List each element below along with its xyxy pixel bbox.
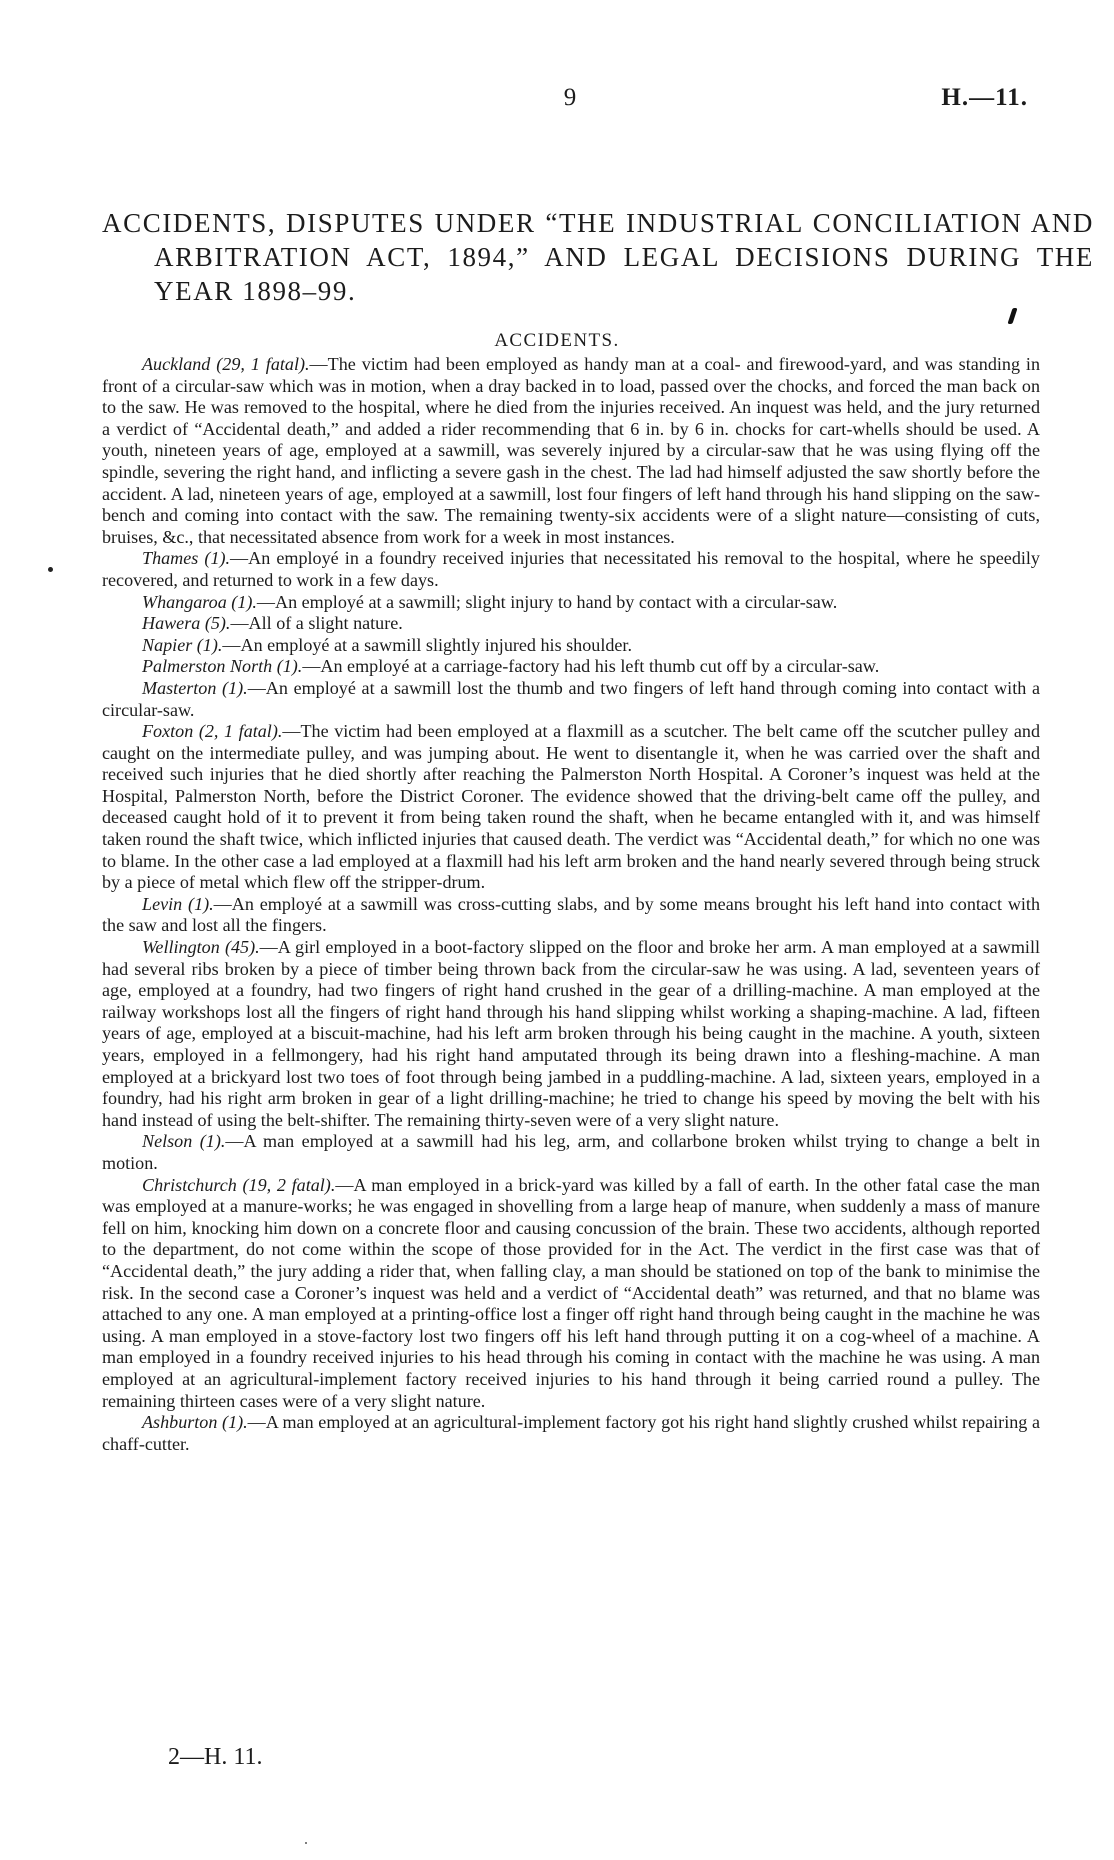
entry-thames: Thames (1).—An employé in a foundry received injuries that necessitated his removal to the hospital, where he speedily recovered, and returned to work in a few days. xyxy=(102,548,1040,590)
entry-whangaroa: Whangaroa (1).—An employé at a sawmill; slight injury to hand by contact with a circular-saw. xyxy=(142,591,838,612)
entry-place: Foxton (2, 1 fatal). xyxy=(142,721,283,742)
print-speck xyxy=(305,1842,307,1844)
entry-wellington: Wellington (45).—A girl employed in a boot-factory slipped on the floor and broke her arm. A man employed at a sawmill had several ribs broken by a piece of timber being thrown back from the circular-saw he was using. A lad, seventeen years of age, employed at a foundry, had two fingers of right hand crushed in the gear of a drilling-machine. A man employed at the railway workshops lost all the fingers of right hand through his hand slipping whilst working a shaping-machine. A lad, fifteen years of age, employed at a biscuit-machine, had his left arm broken through his being caught in the machine. A youth, sixteen years, employed in a fellmongery, had his right hand amputated through its being drawn into a fleshing-machine. A man employed at a brickyard lost two toes of foot through being jambed in a puddling-machine. A lad, sixteen years, employed in a foundry, had his right arm broken in gear of a light drilling-machine; he tried to change his speed by moving the belt with his hand instead of using the belt-shifter. The remaining thirty-seven were of a very slight nature. xyxy=(102,937,1040,1130)
entry-ashburton: Ashburton (1).—A man employed at an agricultural-implement factory got his right hand slightly crushed whilst repairing a chaff-cutter. xyxy=(102,1412,1040,1454)
entry-place: Masterton (1). xyxy=(142,677,248,698)
entry-foxton: Foxton (2, 1 fatal).—The victim had been employed at a flaxmill as a scutcher. The belt came off the scutcher pulley and caught on the intermediate pulley, and was jumping about. He went to disentangle it, when he was carried over the shaft and received such injuries that he died shortly after reaching the Palmerston North Hospital. A Coroner’s inquest was held at the Hospital, Palmerston North, before the District Coroner. The evidence showed that the driving-belt came off the pulley, and deceased caught hold of it to prevent it from being taken round the shaft, when he became entangled with it, and was himself taken round the shaft twice, which inflicted injuries that caused death. The verdict was “Accidental death,” for which no one was to blame. In the other case a lad employed at a flaxmill had his left arm broken and the hand nearly severed through being struck by a piece of metal which flew off the stripper-drum. xyxy=(102,721,1040,893)
entry-place: Wellington (45). xyxy=(142,937,260,958)
entry-text: A man employed in a brick-yard was killed by a fall of earth. In the other fatal case the man was employed at a manure-works; he was engaged in shovelling from a large heap of manure, when suddenly a mass of manure fell on him, knocking him down on a concrete floor and causing concussion of the brain. These two accidents, although reported to the department, do not come within the scope of those provided for in the Act. The verdict in the first case was that of “Accidental death,” the jury adding a rider that, when falling clay, a man should be stationed on top of the bank to minimise the risk. In the second case a Coroner’s inquest was held and a verdict of “Accidental death” was returned, and that no blame was attached to any one. A man employed at a printing-office lost a finger off right hand through being caught in the machine he was using. A man employed in a stove-factory lost two fingers off his left hand through putting it on a cog-wheel of a machine. A man employed in a foundry received injuries to his head through his coming in contact with the machine he was using. A man employed at an agricultural-implement factory received injuries to his hand through it being carried round a pulley. The remaining thirteen cases were of a very slight nature. xyxy=(102,1174,1040,1411)
document-title: ACCIDENTS, DISPUTES UNDER “THE INDUSTRIAL CONCILIATION AND ARBITRATION ACT, 1894,” AND LEGAL DECISIONS DURING THE YEAR 1898–99. xyxy=(102,208,1094,306)
entry-hawera: Hawera (5).—All of a slight nature. xyxy=(142,613,403,634)
entry-place: Napier (1). xyxy=(142,634,223,655)
entry-text: A man employed at a sawmill had his leg, arm, and collarbone broken whilst trying to change a belt in motion. xyxy=(102,1131,1040,1173)
entry-place: Ashburton (1). xyxy=(142,1412,248,1433)
entry-place: Whangaroa (1). xyxy=(142,591,257,612)
entry-palmerston-north: Palmerston North (1).—An employé at a carriage-factory had his left thumb cut off by a circular-saw. xyxy=(142,656,880,677)
entry-place: Thames (1). xyxy=(142,548,231,569)
entry-text: A girl employed in a boot-factory slipped on the floor and broke her arm. A man employed at a sawmill had several ribs broken by a piece of timber being thrown back from the circular-saw he was using. A lad, seventeen years of age, employed at a foundry, had two fingers of right hand crushed in the gear of a drilling-machine. A man employed at the railway workshops lost all the fingers of right hand through his hand slipping whilst working a shaping-machine. A lad, fifteen years of age, employed at a biscuit-machine, had his left arm broken through his being caught in the machine. A youth, sixteen years, employed in a fellmongery, had his right hand amputated through its being drawn into a fleshing-machine. A man employed at a brickyard lost two toes of foot through being jambed in a puddling-machine. A lad, sixteen years, employed in a foundry, had his right arm broken in gear of a light drilling-machine; he tried to change his speed by moving the belt with his hand instead of using the belt-shifter. The remaining thirty-seven were of a very slight nature. xyxy=(102,937,1040,1130)
page-number: 9 xyxy=(563,84,577,111)
margin-mark xyxy=(1007,308,1017,324)
entry-text: An employé at a sawmill; slight injury to hand by contact with a circular-saw. xyxy=(275,591,838,612)
print-speck xyxy=(48,567,53,572)
entry-text: A man employed at an agricultural-implement factory got his right hand slightly crushed whilst repairing a chaff-cutter. xyxy=(102,1412,1040,1454)
entry-place: Auckland (29, 1 fatal). xyxy=(142,354,310,374)
entry-place: Christchurch (19, 2 fatal). xyxy=(142,1174,336,1195)
entry-text: The victim had been employed at a flaxmill as a scutcher. The belt came off the scutcher pulley and caught on the intermediate pulley, and was jumping about. He went to disentangle it, when he was carried over the shaft and received such injuries that he died shortly after reaching the Palmerston North Hospital. A Coroner’s inquest was held at the Hospital, Palmerston North, before the District Coroner. The evidence showed that the driving-belt came off the pulley, and deceased caught hold of it to prevent it from being taken round the shaft, when he became entangled with it, and was himself taken round the shaft twice, which inflicted injuries that caused death. The verdict was “Accidental death,” for which no one was to blame. In the other case a lad employed at a flaxmill had his left arm broken and the hand nearly severed through being struck by a piece of metal which flew off the stripper-drum. xyxy=(102,721,1040,893)
entry-place: Nelson (1). xyxy=(142,1131,226,1152)
entry-text: An employé at a sawmill was cross-cutting slabs, and by some means brought his left hand into contact with the saw and lost all the fingers. xyxy=(102,893,1040,936)
entry-auckland: Auckland (29, 1 fatal).—The victim had been employed as handy man at a coal- and firewood-yard, and was standing in front of a circular-saw which was in motion, when a dray backed in to load, passed over the chocks, and forced the man back on to the saw. He was removed to the hospital, where he died from the injuries received. An inquest was held, and the jury returned a verdict of “Accidental death,” and added a rider recommending that 6 in. by 6 in. chocks for cart-whells should be used. A youth, nineteen years of age, employed at a sawmill, was severely injured by a circular-saw that he was using flying off the spindle, severing the right hand, and inflicting a severe gash in the chest. The lad had himself adjusted the saw shortly before the accident. A lad, nineteen years of age, employed at a sawmill, lost four fingers of left hand through his hand slipping on the saw-bench and coming into contact with the saw. The remaining twenty-six accidents were of a slight nature—consisting of cuts, bruises, &c., that necessitated absence from work for a week in most instances. xyxy=(102,354,1041,547)
entry-place: Levin (1). xyxy=(142,893,214,914)
entry-text: An employé in a foundry received injuries that necessitated his removal to the hospital, where he speedily recovered, and returned to work in a few days. xyxy=(102,548,1040,590)
printer-signature-mark: 2—H. 11. xyxy=(168,1744,263,1770)
entry-text: An employé at a carriage-factory had his left thumb cut off by a circular-saw. xyxy=(320,656,880,677)
entry-text: All of a slight nature. xyxy=(248,613,403,634)
entry-levin: Levin (1).—An employé at a sawmill was cross-cutting slabs, and by some means brought his left hand into contact with the saw and lost all the fingers. xyxy=(102,893,1040,936)
entry-place: Palmerston North (1). xyxy=(142,656,303,677)
entry-place: Hawera (5). xyxy=(142,613,231,634)
entry-text: The victim had been employed as handy man at a coal- and firewood-yard, and was standing in front of a circular-saw which was in motion, when a dray backed in to load, passed over the chocks, and forced the man back on to the saw. He was removed to the hospital, where he died from the injuries received. An inquest was held, and the jury returned a verdict of “Accidental death,” and added a rider recommending that 6 in. by 6 in. chocks for cart-whells should be used. A youth, nineteen years of age, employed at a sawmill, was severely injured by a circular-saw that he was using flying off the spindle, severing the right hand, and inflicting a severe gash in the chest. The lad had himself adjusted the saw shortly before the accident. A lad, nineteen years of age, employed at a sawmill, lost four fingers of left hand through his hand slipping on the saw-bench and coming into contact with the saw. The remaining twenty-six accidents were of a slight nature—consisting of cuts, bruises, &c., that necessitated absence from work for a week in most instances. xyxy=(102,354,1041,547)
accident-entries xyxy=(102,354,1040,1455)
entry-text: An employé at a sawmill slightly injured his shoulder. xyxy=(240,634,632,655)
section-heading: ACCIDENTS. xyxy=(494,330,620,351)
entry-nelson: Nelson (1).—A man employed at a sawmill had his leg, arm, and collarbone broken whilst trying to change a belt in motion. xyxy=(102,1131,1040,1173)
document-reference: H.—11. xyxy=(941,84,1028,111)
entry-text: An employé at a sawmill lost the thumb and two fingers of left hand through coming into contact with a circular-saw. xyxy=(102,677,1040,720)
entry-masterton: Masterton (1).—An employé at a sawmill lost the thumb and two fingers of left hand through coming into contact with a circular-saw. xyxy=(102,677,1040,720)
entry-napier: Napier (1).—An employé at a sawmill slightly injured his shoulder. xyxy=(142,634,632,655)
entry-christchurch: Christchurch (19, 2 fatal).—A man employed in a brick-yard was killed by a fall of earth. In the other fatal case the man was employed at a manure-works; he was engaged in shovelling from a large heap of manure, when suddenly a mass of manure fell on him, knocking him down on a concrete floor and causing concussion of the brain. These two accidents, although reported to the department, do not come within the scope of those provided for in the Act. The verdict in the first case was that of “Accidental death,” the jury adding a rider that, when falling clay, a man should be stationed on top of the bank to minimise the risk. In the second case a Coroner’s inquest was held and a verdict of “Accidental death” was returned, and that no blame was attached to any one. A man employed at a printing-office lost a finger off right hand through being caught in the machine he was using. A man employed in a stove-factory lost two fingers off his left hand through putting it on a cog-wheel of a machine. A man employed in a foundry received injuries to his head through his coming in contact with the machine he was using. A man employed at an agricultural-implement factory received injuries to his hand through it being carried round a pulley. The remaining thirteen cases were of a very slight nature. xyxy=(102,1174,1040,1411)
